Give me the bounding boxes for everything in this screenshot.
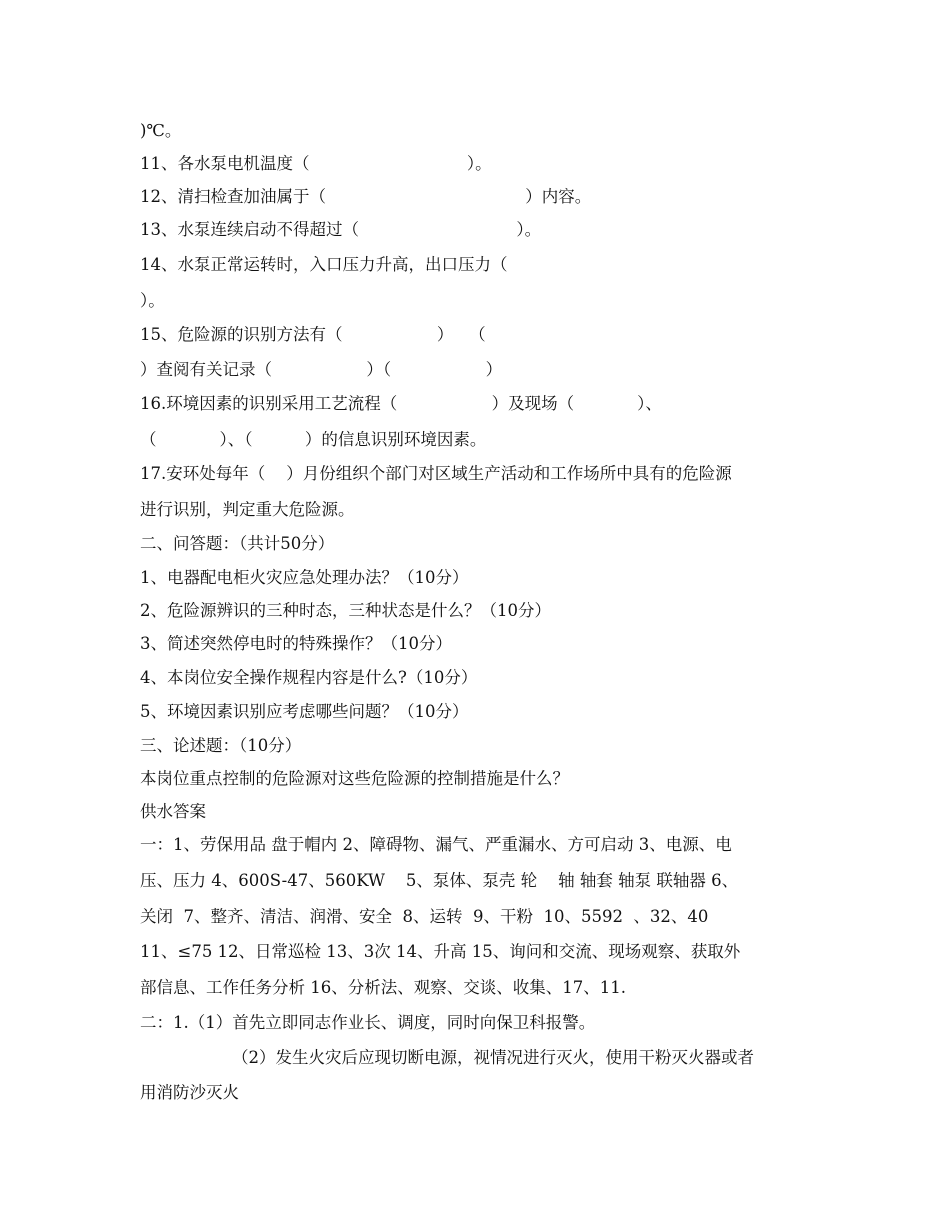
section-heading: 三、论述题：（10分） [140,736,302,755]
text-line: 3、简述突然停电时的特殊操作？（10分） [140,634,452,653]
text-line: ）查阅有关记录（ ）（ ） [140,360,503,379]
text-line: 压、压力 4、600S-47、560KW 5、泵体、泵壳 轮 轴 轴套 轴泵 联轴器 6、 [140,871,739,890]
text-line: 一：1、劳保用品 盘于帽内 2、障碍物、漏气、严重漏水、方可启动 3、电源、电 [140,835,732,854]
text-line: 13、水泵连续启动不得超过（ ）。 [140,220,542,239]
text-line: 4、本岗位安全操作规程内容是什么?（10分） [140,668,478,687]
text-line: 2、危险源辨识的三种时态，三种状态是什么？（10分） [140,601,551,620]
section-heading: 二、问答题：（共计50分） [140,534,335,553]
text-line: 二：1.（1）首先立即同志作业长、调度，同时向保卫科报警。 [140,1013,596,1032]
text-line: （2）发生火灾后应现切断电源，视情况进行灭火，使用干粉灭火器或者 [232,1048,754,1067]
text-line: 用消防沙灭火 [140,1083,239,1102]
text-line: 17.安环处每年（ ）月份组织个部门对区域生产活动和工作场所中具有的危险源 [140,464,732,483]
answer-heading: 供水答案 [140,802,206,821]
text-line: （ ）、（ ）的信息识别环境因素。 [140,430,487,449]
text-line: 15、危险源的识别方法有（ ） （ [140,325,486,344]
text-line: 5、环境因素识别应考虑哪些问题？（10分） [140,702,469,721]
text-line: 16.环境因素的识别采用工艺流程（ ）及现场（ ）、 [140,394,662,413]
text-line: 11、各水泵电机温度（ ）。 [140,154,492,173]
text-line: 14、水泵正常运转时，入口压力升高，出口压力（ [140,255,508,274]
text-line: 11、≤75 12、日常巡检 13、3次 14、升高 15、询问和交流、现场观察、获取外 [140,942,741,961]
text-line: 进行识别，判定重大危险源。 [140,500,355,519]
text-line: 本岗位重点控制的危险源对这些危险源的控制措施是什么？ [140,769,569,788]
text-line: )℃。 [140,121,182,140]
text-line: 1、电器配电柜火灾应急处理办法？（10分） [140,568,469,587]
text-line: 部信息、工作任务分析 16、分析法、观察、交谈、收集、17、11. [140,978,626,997]
text-line: ）。 [140,291,165,310]
text-line: 12、清扫检查加油属于（ ）内容。 [140,187,592,206]
text-line: 关闭 7、整齐、清洁、润滑、安全 8、运转 9、干粉 10、5592 、32、40 [140,907,709,926]
